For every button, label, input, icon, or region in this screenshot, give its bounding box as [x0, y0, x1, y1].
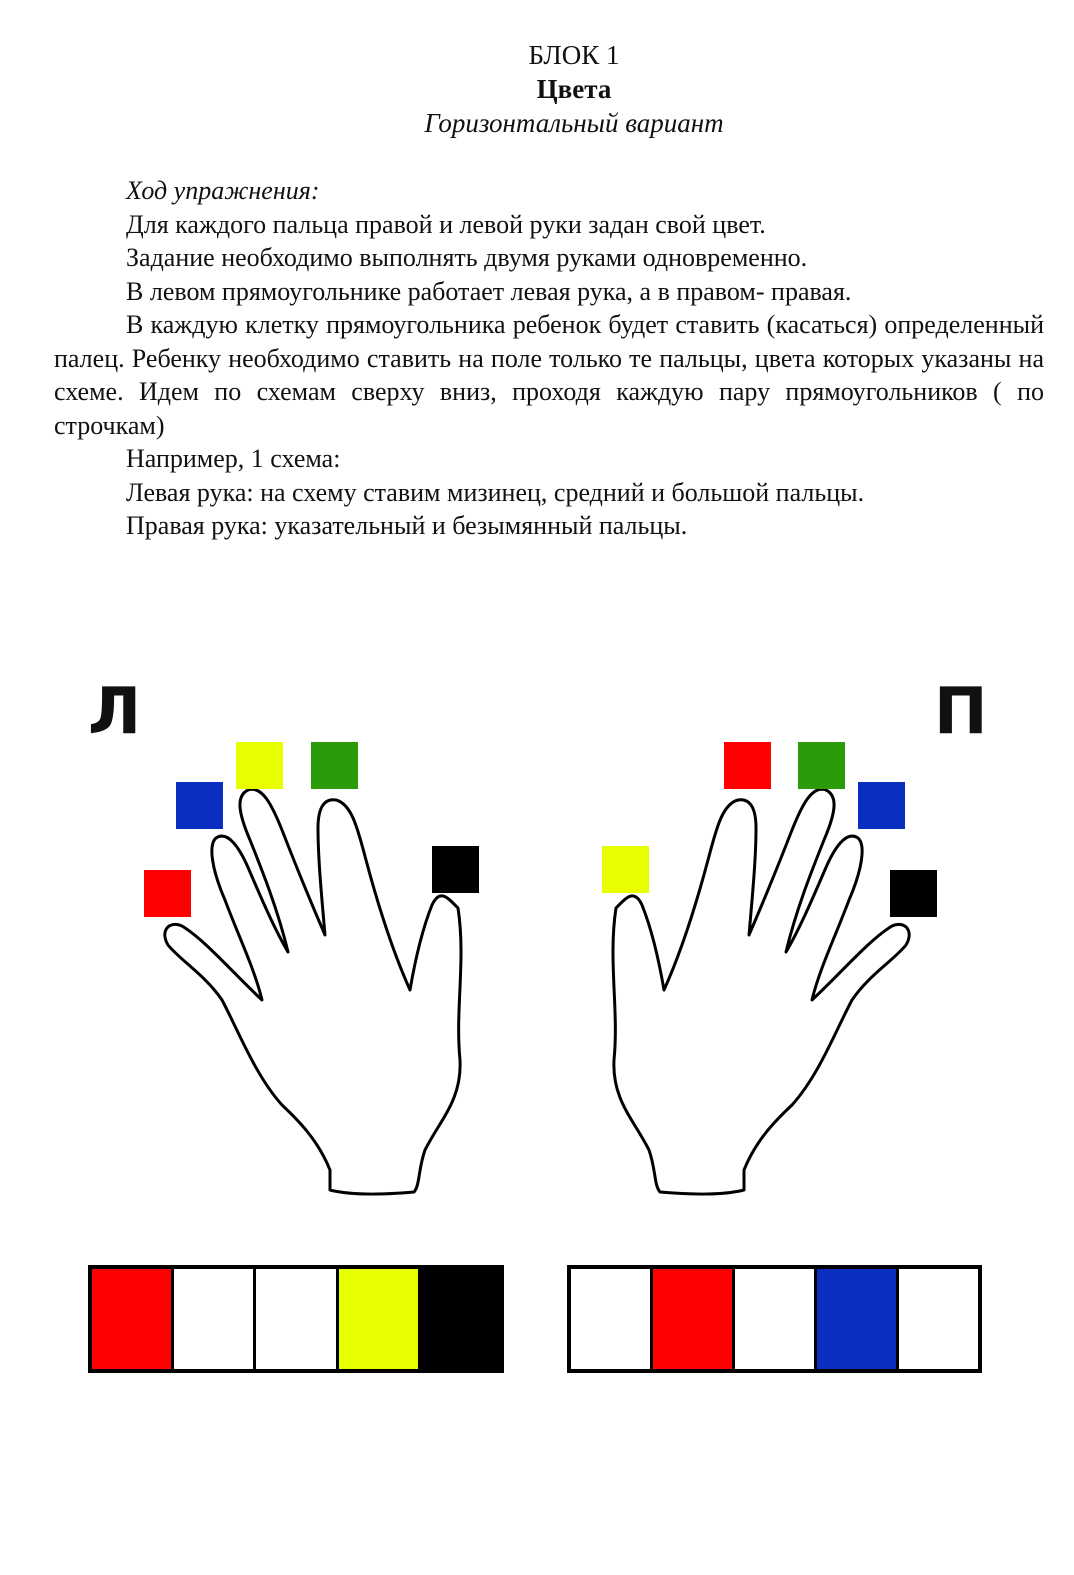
- left-finger-color-square: [144, 870, 191, 917]
- left-finger-color-square: [236, 742, 283, 789]
- instruction-paragraph: В каждую клетку прямоугольника ребенок будет ставить (касаться) определенный палец. Ребенку необходимо ставить на поле только те пальцы, цвета которых указаны на схеме. Идем по схемам сверху вниз, проходя каждую пару прямоугольников ( по строчкам): [54, 310, 1044, 440]
- right-finger-color-square: [798, 742, 845, 789]
- instruction-paragraph: Задание необходимо выполнять двумя руками одновременно.: [126, 243, 808, 272]
- left-strip-cell: [92, 1269, 174, 1369]
- instruction-paragraph: Левая рука: на схему ставим мизинец, средний и большой пальцы.: [126, 477, 865, 507]
- right-strip-cell: [653, 1269, 735, 1369]
- instruction-paragraph: В левом прямоугольнике работает левая рука, а в правом- правая.: [126, 276, 852, 306]
- left-finger-color-square: [432, 846, 479, 893]
- right-color-strip: [567, 1265, 982, 1373]
- right-hand-label: П: [934, 675, 988, 749]
- left-hand-label: Л: [88, 675, 142, 749]
- block-title: Цвета: [536, 74, 612, 104]
- left-hand-icon: [165, 789, 461, 1194]
- right-strip-cell: [899, 1269, 978, 1369]
- right-strip-cell: [571, 1269, 653, 1369]
- right-hand-icon: [613, 789, 909, 1194]
- left-strip-cell: [339, 1269, 421, 1369]
- instruction-paragraph: Например, 1 схема:: [126, 444, 341, 473]
- right-strip-cell: [735, 1269, 817, 1369]
- right-finger-color-square: [890, 870, 937, 917]
- left-strip-cell: [256, 1269, 338, 1369]
- right-finger-color-square: [602, 846, 649, 893]
- instruction-paragraph: Правая рука: указательный и безымянный пальцы.: [126, 511, 688, 540]
- left-color-strip: [88, 1265, 504, 1373]
- left-finger-color-square: [176, 782, 223, 829]
- right-finger-color-square: [858, 782, 905, 829]
- left-strip-cell: [174, 1269, 256, 1369]
- right-strip-cell: [817, 1269, 899, 1369]
- left-finger-color-square: [311, 742, 358, 789]
- instruction-paragraph: Для каждого пальца правой и левой руки задан свой цвет.: [126, 209, 766, 239]
- block-subtitle: Горизонтальный вариант: [424, 108, 724, 138]
- right-finger-color-square: [724, 742, 771, 789]
- left-strip-cell: [421, 1269, 500, 1369]
- instructions-heading: Ход упражнения:: [126, 176, 320, 205]
- block-label: БЛОК 1: [528, 40, 620, 70]
